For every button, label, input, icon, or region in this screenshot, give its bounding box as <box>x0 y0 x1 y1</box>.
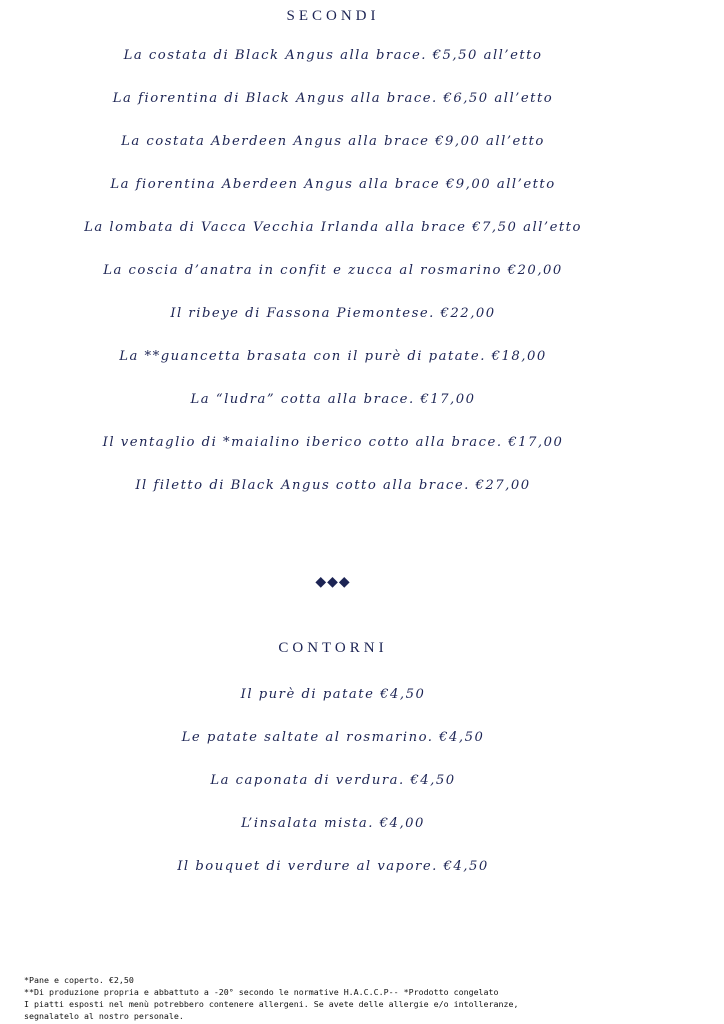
menu-item-ventaglio-maialino: Il ventaglio di *maialino iberico cotto alla brace. €17,00 <box>102 435 564 450</box>
menu-item-filetto-black-angus: Il filetto di Black Angus cotto alla brace. €27,00 <box>135 478 531 493</box>
contorni-section-title: CONTORNI <box>278 640 388 657</box>
menu-item-bouquet-verdure: Il bouquet di verdure al vapore. €4,50 <box>177 859 489 874</box>
menu-item-patate-saltate: Le patate saltate al rosmarino. €4,50 <box>181 730 485 745</box>
menu-item-ribeye-fassona: Il ribeye di Fassona Piemontese. €22,00 <box>170 306 496 321</box>
footnote-personale: segnalatelo al nostro personale. <box>24 1011 184 1021</box>
diamond-divider-icon: ◆◆◆ <box>315 574 351 590</box>
footnote-allergeni: I piatti esposti nel menù potrebbero contenere allergeni. Se avete delle allergie e/o intolleranze, <box>24 999 519 1009</box>
contorni-menu-list <box>0 685 666 900</box>
menu-item-caponata: La caponata di verdura. €4,50 <box>210 773 456 788</box>
secondi-section-title: SECONDI <box>286 8 380 25</box>
footnote-coperto: *Pane e coperto. €2,50 <box>24 975 134 985</box>
menu-item-coscia-anatra: La coscia d’anatra in confit e zucca al rosmarino €20,00 <box>103 263 563 278</box>
menu-item-lombata-vacca-vecchia: La lombata di Vacca Vecchia Irlanda alla brace €7,50 all’etto <box>84 220 582 235</box>
menu-item-fiorentina-aberdeen-angus: La fiorentina Aberdeen Angus alla brace €9,00 all’etto <box>110 177 556 192</box>
menu-item-costata-aberdeen-angus: La costata Aberdeen Angus alla brace €9,00 all’etto <box>121 134 545 149</box>
secondi-menu-list <box>0 46 666 519</box>
footnotes <box>24 974 704 1022</box>
menu-item-pure-patate: Il purè di patate €4,50 <box>240 687 426 702</box>
menu-item-guancetta-brasata: La **guancetta brasata con il purè di patate. €18,00 <box>119 349 547 364</box>
footnote-produzione: **Di produzione propria e abbattuto a -20° secondo le normative H.A.C.C.P-- *Prodotto congelato <box>24 987 499 997</box>
menu-item-insalata-mista: L’insalata mista. €4,00 <box>241 816 425 831</box>
menu-item-fiorentina-black-angus: La fiorentina di Black Angus alla brace. €6,50 all’etto <box>112 91 554 106</box>
menu-item-ludra: La “ludra” cotta alla brace. €17,00 <box>190 392 476 407</box>
menu-item-costata-black-angus: La costata di Black Angus alla brace. €5,50 all’etto <box>123 48 543 63</box>
